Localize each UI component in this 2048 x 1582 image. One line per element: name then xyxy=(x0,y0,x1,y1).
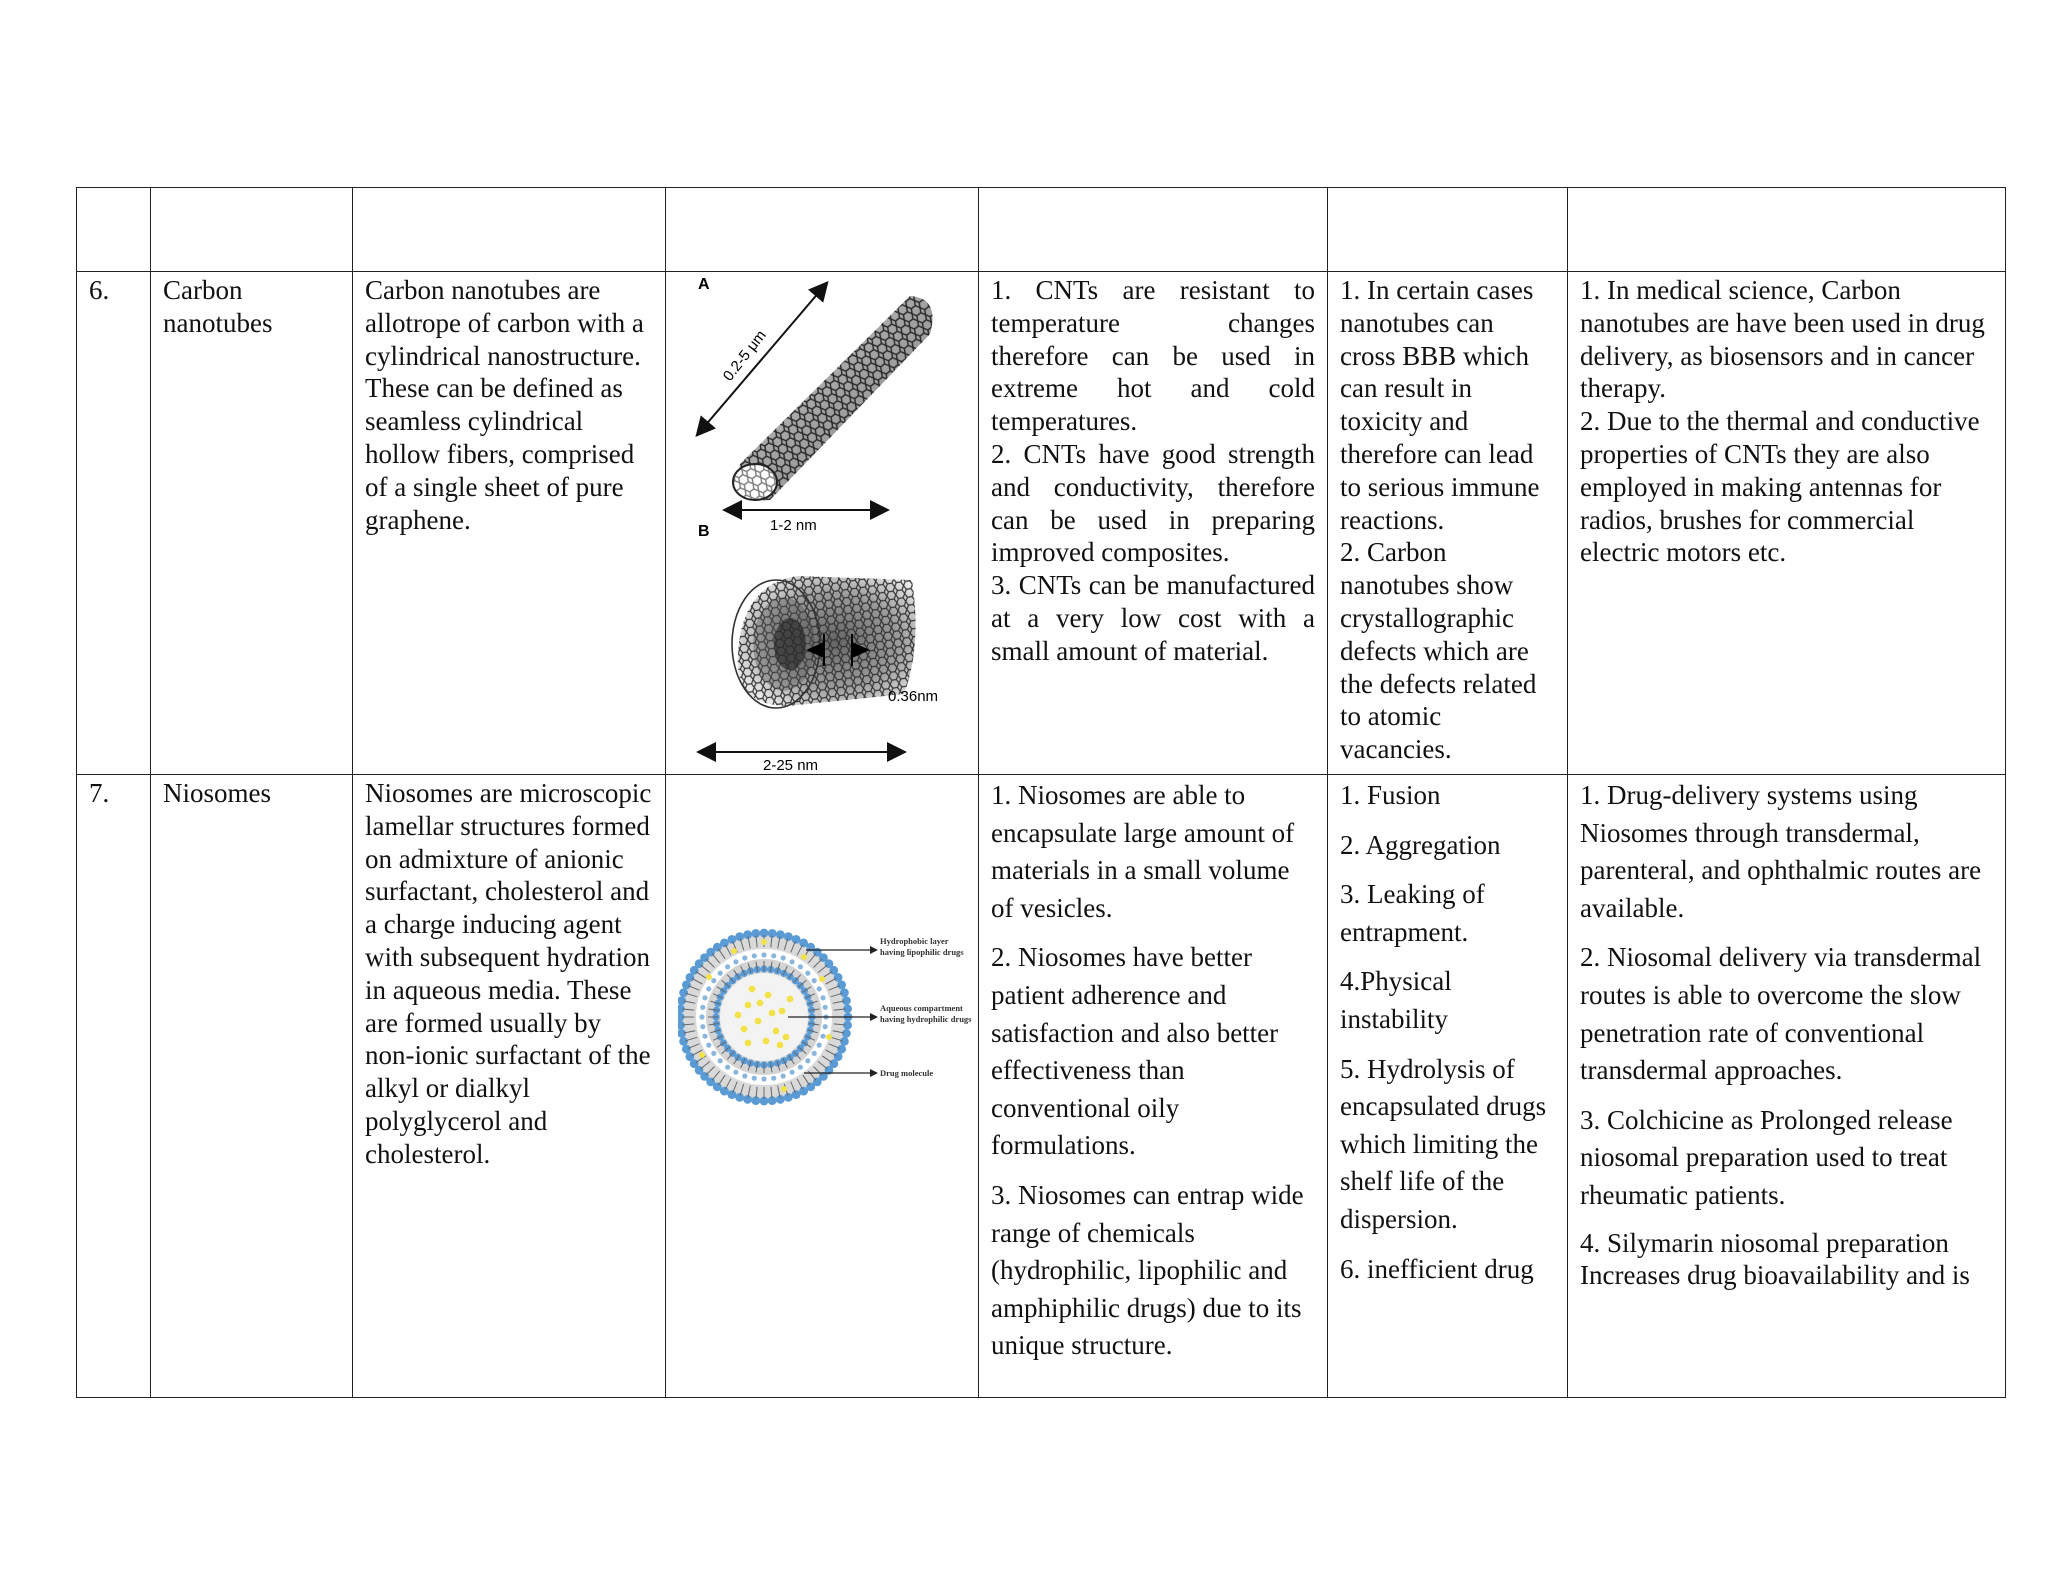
carbon-nanotube-figure xyxy=(678,274,979,774)
disadvantage-item: 5. Hydrolysis of encapsulated drugs which limiting the shelf life of the dispersion. xyxy=(1340,1053,1547,1234)
header-cell xyxy=(1568,188,2006,272)
disadvantage-item: 3. Leaking of entrapment. xyxy=(1340,879,1485,947)
label-hydrophilic: having hydrophilic drugs xyxy=(880,1014,972,1024)
panel-a-label: A xyxy=(698,276,710,293)
table-row xyxy=(77,272,2006,775)
row-number: 6. xyxy=(77,272,151,775)
advantage-item: 2. Niosomes have better patient adherence and satisfaction and also better effectiveness than conventional oily formulations. xyxy=(991,942,1279,1161)
application-item: 4. Silymarin niosomal preparation Increases drug bioavailability and is xyxy=(1580,1227,1970,1291)
application-item: 2. Due to the thermal and conductive properties of CNTs they are also employed in making antennas for radios, brushes for commercial electric motors etc. xyxy=(1580,406,1980,568)
niosome-figure xyxy=(678,777,979,1397)
advantage-item: 3. Niosomes can entrap wide range of chemicals (hydrophilic, lipophilic and amphiphilic drugs) due to its unique structure. xyxy=(991,1179,1304,1361)
disadvantages-cell xyxy=(1328,775,1568,1398)
label-aqueous: Aqueous compartment xyxy=(880,1003,963,1013)
disadvantage-item: 2. Carbon nanotubes show crystallographic defects which are the defects related to atomic vacancies. xyxy=(1340,537,1537,765)
nanocarrier-table xyxy=(76,187,2006,1398)
label-hydrophobic: Hydrophobic layer xyxy=(880,936,949,946)
header-cell xyxy=(353,188,666,272)
nanotube-a xyxy=(733,296,933,500)
header-cell xyxy=(979,188,1328,272)
disadvantages-cell xyxy=(1328,272,1568,775)
length-label: 0.2-5 μm xyxy=(719,327,770,385)
panel-b-label: B xyxy=(698,523,710,540)
applications-cell xyxy=(1568,775,2006,1398)
advantages-cell xyxy=(979,272,1328,775)
application-item: 2. Niosomal delivery via transdermal routes is able to overcome the slow penetration rate of conventional transdermal approaches. xyxy=(1580,942,1982,1086)
label-lipophilic: having lipophilic drugs xyxy=(880,947,964,957)
advantage-item: 2. CNTs have good strength and conductivity, therefore can be used in preparing improved composites. xyxy=(991,438,1315,568)
application-item: 3. Colchicine as Prolonged release niosomal preparation used to treat rheumatic patients. xyxy=(1580,1104,1953,1210)
header-cell xyxy=(77,188,151,272)
diameter-a-label: 1-2 nm xyxy=(770,517,817,534)
application-item: 1. Drug-delivery systems using Niosomes through transdermal, parenteral, and ophthalmic routes are available. xyxy=(1580,780,1982,923)
table-row xyxy=(77,775,2006,1398)
disadvantage-item: 2. Aggregation xyxy=(1340,829,1501,860)
row-name: Niosomes xyxy=(151,775,353,1398)
header-cell xyxy=(1328,188,1568,272)
advantage-item: 1. Niosomes are able to encapsulate large amount of materials in a small volume of vesicles. xyxy=(991,780,1295,923)
label-drug-molecule: Drug molecule xyxy=(880,1068,934,1078)
niosome-figure-cell xyxy=(666,775,979,1398)
advantages-cell xyxy=(979,775,1328,1398)
row-description: Carbon nanotubes are allotrope of carbon with a cylindrical nanostructure. These can be defined as seamless cylindrical hollow fibers, comprised of a single sheet of pure graphene. xyxy=(353,272,666,775)
table-header-row xyxy=(77,188,2006,272)
disadvantage-item: 1. Fusion xyxy=(1340,780,1441,810)
row-name: Carbon nanotubes xyxy=(151,272,353,775)
diameter-b-label: 2-25 nm xyxy=(763,757,819,774)
header-cell xyxy=(151,188,353,272)
disadvantage-item: 6. inefficient drug xyxy=(1340,1253,1534,1284)
advantage-item: 3. CNTs can be manufactured at a very low cost with a small amount of material. xyxy=(991,570,1315,666)
disadvantage-item: 4.Physical instability xyxy=(1340,966,1452,1034)
row-description: Niosomes are microscopic lamellar structures formed on admixture of anionic surfactant, cholesterol and a charge inducing agent with subsequent hydration in aqueous media. These are formed usually by non-ionic surfactant of the alkyl or dialkyl polyglycerol and cholesterol. xyxy=(353,775,666,1398)
application-item: 1. In medical science, Carbon nanotubes are have been used in drug delivery, as biosensors and in cancer therapy. xyxy=(1580,275,1985,404)
row-number: 7. xyxy=(77,775,151,1398)
cnt-figure-cell xyxy=(666,272,979,775)
applications-cell xyxy=(1568,272,2006,775)
spacing-label: 0.36nm xyxy=(888,688,939,705)
header-cell xyxy=(666,188,979,272)
disadvantage-item: 1. In certain cases nanotubes can cross BBB which can result in toxicity and therefore can lead to serious immune reactions. xyxy=(1340,275,1540,535)
advantage-item: 1. CNTs are resistant to temperature changes therefore can be used in extreme hot and cold temperatures. xyxy=(991,275,1315,437)
